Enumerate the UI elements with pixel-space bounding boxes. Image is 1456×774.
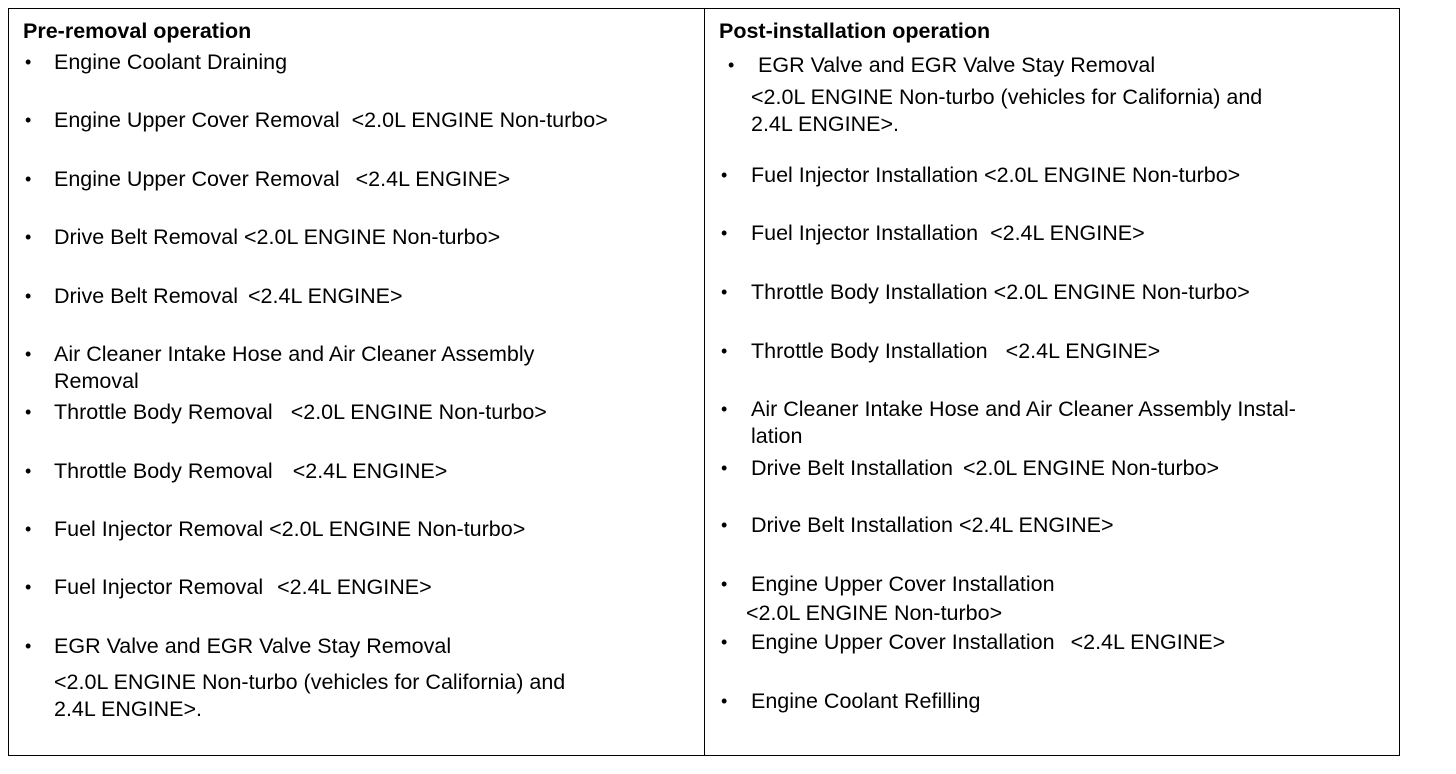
column-divider [704,9,705,755]
operations-table: Pre-removal operation • Engine Coolant Draining • Engine Upper Cover Removal <2.0L ENGINE Non-turbo> • Engine Upper Cover Removal <2.4L ENGINE> • Drive Belt Removal <2.0L ENGINE Non-turbo> • Drive Belt Removal <2.4L ENGINE> • Air Cleaner Intake Hose and Air Cleaner Assembly Removal • Throttle Body Removal <2.0L ENGINE Non-turbo> • Throttle Body Removal <2.4L ENGINE> • Fuel Injector Removal <2.0L ENGINE Non-turbo> • Fuel Injector Removal <2.4L ENGINE> • EGR Valve and EGR Valve Stay Removal <2.0L ENGINE Non-turbo (vehicles for California) and 2.4L ENGINE>. Post-installation operation • EGR Valve and EGR Valve Stay Removal <2.0L ENGINE Non-turbo (vehicles for California) and 2.4L ENGINE>. • Fuel Injector Installation <2.0L ENGINE Non-turbo> • Fuel Injector Installation <2.4L ENGINE> • Throttle Body Installation <2.0L ENGINE Non-turbo> • Throttle Body Installation <2.4L ENGINE> • Air Cleaner Intake Hose and Air Cleaner Assembly Instal- lation • Drive Belt Installation <2.0L ENGINE Non-turbo> • Drive Belt Installation <2.4L ENGINE> • Engine Upper Cover Installation <2.0L ENGINE Non-turbo> • Engine Upper Cover Installation <2.4L ENGINE> • Engine Coolant Refilling [8,8,1400,756]
bullet-icon: • [721,574,728,594]
bullet-icon: • [721,458,728,478]
bullet-icon: • [25,577,32,597]
bullet-icon: • [721,399,728,419]
bullet-icon: • [25,461,32,481]
bullet-icon: • [728,55,735,75]
bullet-icon: • [25,110,32,130]
bullet-icon: • [25,402,32,422]
bullet-icon: • [721,515,728,535]
bullet-icon: • [25,227,32,247]
bullet-icon: • [721,223,728,243]
bullet-icon: • [25,519,32,539]
bullet-icon: • [721,691,728,711]
bullet-icon: • [25,344,32,364]
bullet-icon: • [721,282,728,302]
bullet-icon: • [721,632,728,652]
bullet-icon: • [25,52,32,72]
bullet-icon: • [25,286,32,306]
bullet-icon: • [721,341,728,361]
bullet-icon: • [25,169,32,189]
pre-removal-heading: Pre-removal operation [23,19,252,43]
bullet-icon: • [721,165,728,185]
bullet-icon: • [25,636,32,656]
post-installation-heading: Post-installation operation [719,19,991,43]
